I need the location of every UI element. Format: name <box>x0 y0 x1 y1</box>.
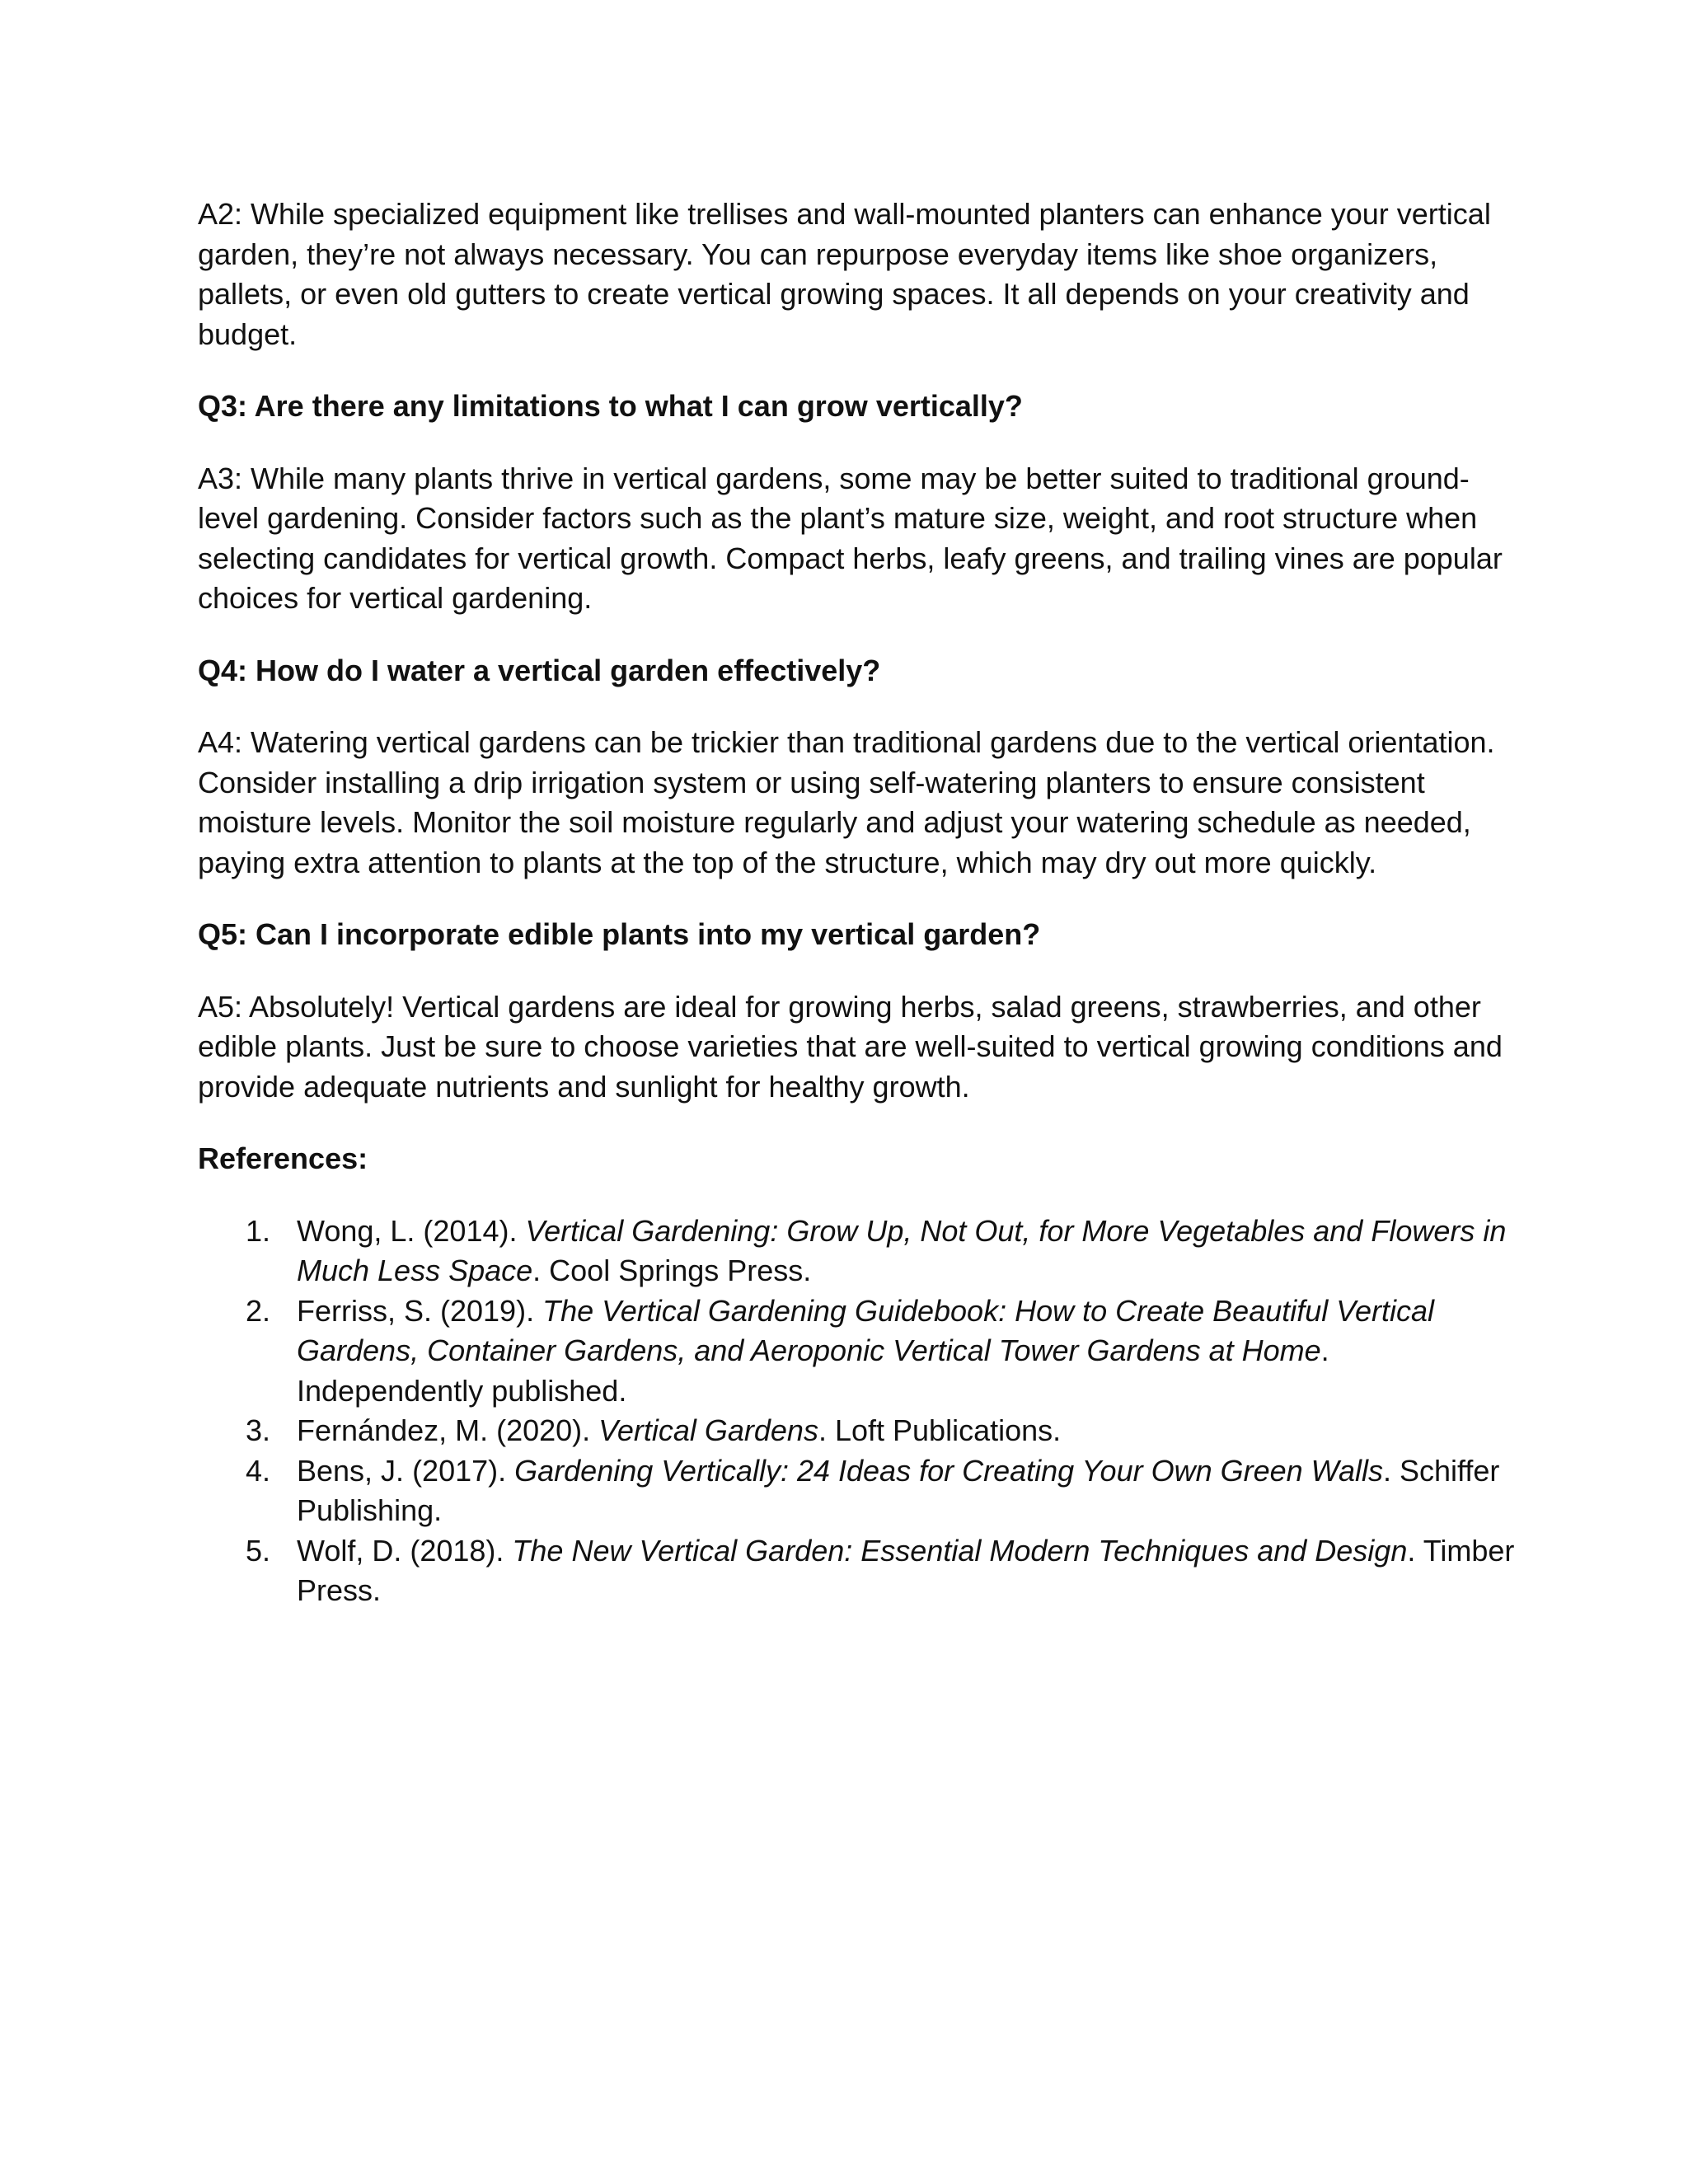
reference-number: 5. <box>246 1533 271 1568</box>
reference-title: Vertical Gardening: Grow Up, Not Out, for More Vegetables and Flowers in Much Less Space <box>297 1213 1507 1287</box>
reference-number: 4. <box>246 1453 271 1488</box>
question-q4: Q4: How do I water a vertical garden effectively? <box>198 653 881 687</box>
reference-author: Bens, J. (2017). <box>297 1453 515 1488</box>
reference-item <box>198 1291 1517 1412</box>
reference-publisher: . Loft Publications. <box>818 1413 1062 1447</box>
reference-number: 3. <box>246 1413 271 1447</box>
reference-item <box>198 1411 1517 1451</box>
answer-a5: A5: Absolutely! Vertical gardens are ideal for growing herbs, salad greens, strawberries, and other edible plants. Just be sure to choose varieties that are well-suited to vertical growing conditions and provide adequate nutrients and sunlight for healthy growth. <box>198 989 1503 1104</box>
reference-number: 2. <box>246 1293 271 1328</box>
reference-number: 1. <box>246 1213 271 1248</box>
references-heading: References: <box>198 1141 368 1175</box>
reference-author: Wong, L. (2014). <box>297 1213 526 1248</box>
reference-publisher: . Timber Press. <box>297 1533 1515 1607</box>
question-q3: Q3: Are there any limitations to what I can grow vertically? <box>198 389 1023 423</box>
references-list <box>198 1212 1517 1611</box>
question-q5: Q5: Can I incorporate edible plants into my vertical garden? <box>198 917 1041 951</box>
answer-a4: A4: Watering vertical gardens can be trickier than traditional gardens due to the vertical orientation. Consider installing a drip irrigation system or using self-watering planters to ensure consistent moisture levels. Monitor the soil moisture regularly and adjust your watering schedule as needed, paying extra attention to plants at the top of the structure, which may dry out more quickly. <box>198 725 1495 879</box>
reference-publisher: . Independently published. <box>297 1333 1329 1408</box>
reference-publisher: . Cool Springs Press. <box>532 1254 812 1287</box>
answer-a3: A3: While many plants thrive in vertical gardens, some may be better suited to traditional ground-level gardening. Consider factors such as the plant’s mature size, weight, and root structure when selecting candidates for vertical growth. Compact herbs, leafy greens, and trailing vines are popular choices for vertical gardening. <box>198 461 1503 615</box>
reference-title: The New Vertical Garden: Essential Modern Techniques and Design <box>512 1533 1408 1568</box>
reference-author: Ferriss, S. (2019). <box>297 1293 543 1328</box>
answer-a2: A2: While specialized equipment like trellises and wall-mounted planters can enhance your vertical garden, they’re not always necessary. You can repurpose everyday items like shoe organizers, pallets, or even old gutters to create vertical growing spaces. It all depends on your creativity and budget. <box>198 197 1491 351</box>
reference-item <box>198 1212 1517 1291</box>
reference-title: Gardening Vertically: 24 Ideas for Creating Your Own Green Walls <box>514 1453 1384 1488</box>
reference-author: Wolf, D. (2018). <box>297 1533 513 1568</box>
reference-publisher: . Schiffer Publishing. <box>297 1453 1500 1527</box>
reference-item <box>198 1531 1517 1611</box>
document-page <box>198 194 1517 1611</box>
reference-author: Fernández, M. (2020). <box>297 1413 599 1447</box>
reference-title: Vertical Gardens <box>598 1413 818 1447</box>
reference-title: The Vertical Gardening Guidebook: How to Create Beautiful Vertical Gardens, Container Gardens, and Aeroponic Vertical Tower Gardens at Home <box>297 1293 1434 1367</box>
reference-item <box>198 1451 1517 1531</box>
